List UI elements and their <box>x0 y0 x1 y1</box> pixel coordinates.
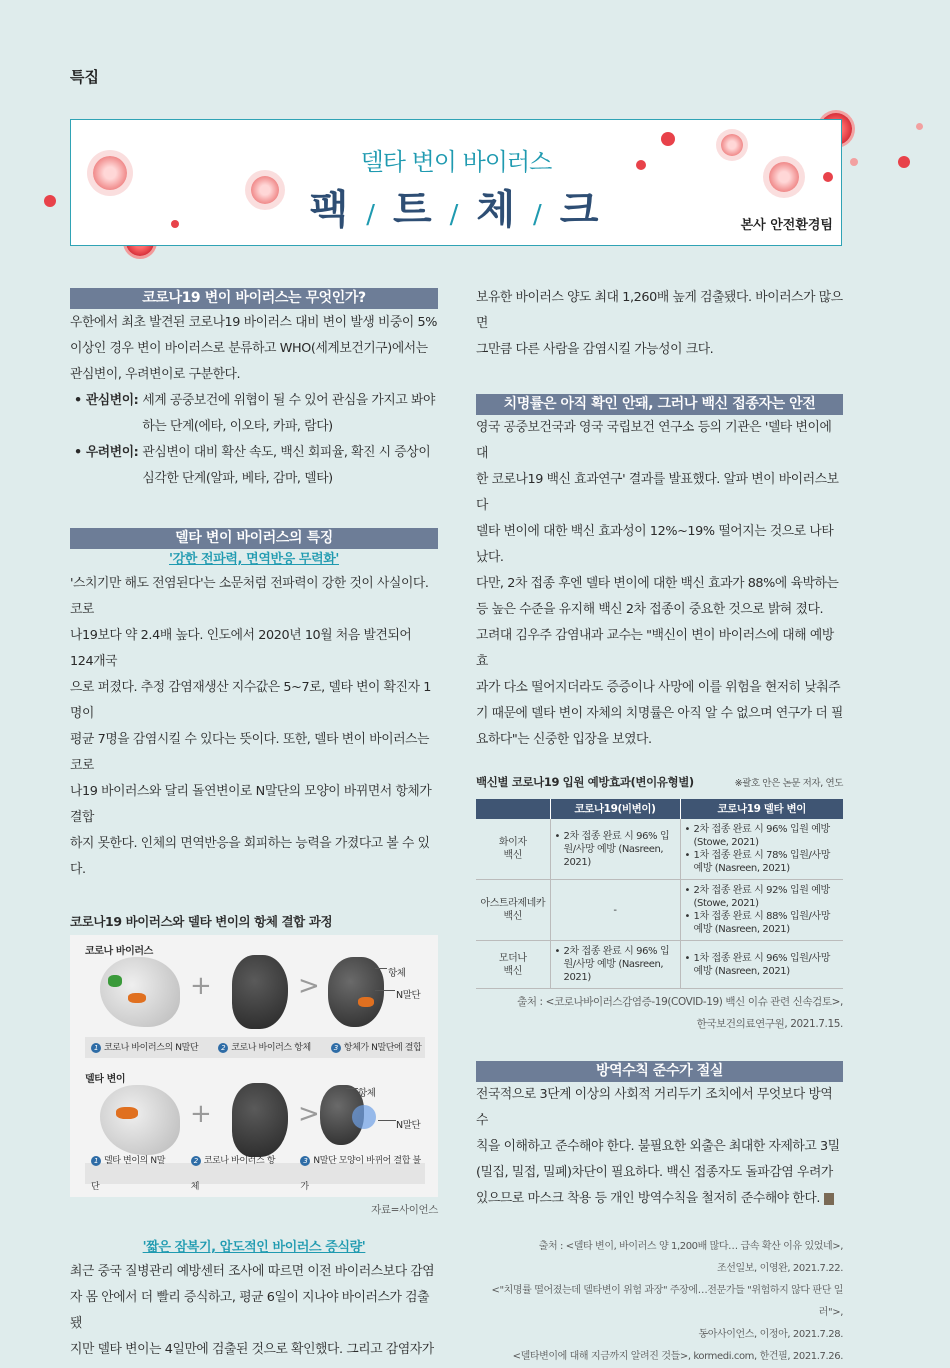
virus-decoration-icon <box>44 195 56 207</box>
body-line: 칙을 이해하고 준수해야 한다. 불필요한 외출은 최대한 자제하고 3밀 <box>476 1139 840 1154</box>
references: 출처 : <델타 변이, 바이러스 양 1,200배 많다… 급속 확산 이유 있었네>, 조선일보, 이영완, 2021.7.22. <"치명률 떨어졌는데 델타변이 위험 과장" 주장에…전문가들 "위험하지 않다 판단 일러">, 동아사이언스, 이정아, 2021.7.28. <델타변이에 대해 지금까지 알려진 것들>, kormedi.com, 한건필, 2021.7.26. <box>491 1241 843 1362</box>
annotation-antibody: 항체 <box>358 1088 376 1099</box>
body-line: (밀집, 밀접, 밀폐)차단이 필요하다. 백신 접종자도 돌파감염 우려가 <box>476 1165 833 1180</box>
title-main: 팩 / 트 / 체 / 크 <box>309 187 603 233</box>
figure-source: 자료=사이언스 <box>371 1204 438 1216</box>
body-line: 요하다"는 신중한 입장을 보였다. <box>476 732 652 747</box>
section-heading: 코로나19 변이 바이러스는 무엇인가? <box>70 288 438 309</box>
body-line: 나19보다 약 2.4배 높다. 인도에서 2020년 10월 처음 발견되어 124개국 <box>70 628 412 669</box>
figure-row-label: 코로나 바이러스 <box>85 946 153 957</box>
body-line: 자 몸 안에서 더 빨리 증식하고, 평균 6일이 지나야 바이러스가 검출됐 <box>70 1290 430 1331</box>
title-char: 팩 <box>309 187 353 233</box>
body-line: 으로 퍼졌다. 추정 감염재생산 지수값은 5~7로, 델타 변이 확진자 1명이 <box>70 680 431 721</box>
body-line: 관심변이, 우려변이로 구분한다. <box>70 367 241 382</box>
virus-decoration-icon <box>850 158 858 166</box>
virus-decoration-icon <box>898 156 910 168</box>
bullet-item: • 관심변이: 세계 공중보건에 위협이 될 수 있어 관심을 가지고 봐야 하는 단계(에타, 이오타, 카파, 람다) <box>74 393 435 434</box>
table-row: 아스트라제네카 백신 - • 2차 접종 완료 시 92% 입원 예방 (Stowe, 2021) • 1차 접종 완료 시 88% 입원/사망 예방 (Nasreen, 2021) <box>476 880 843 941</box>
body-line: 과가 다소 떨어지더라도 증증이나 사망에 이를 위험을 현저히 낮춰주 <box>476 680 841 695</box>
section-tag: 특집 <box>70 68 99 86</box>
chevron-right-icon: > <box>298 971 320 1001</box>
title-box <box>70 119 842 246</box>
step-label: 코로나 바이러스 항체 <box>190 1155 275 1192</box>
step-label: 델타 변이의 N말단 <box>91 1155 166 1192</box>
step-label: 코로나 바이러스의 N말단 <box>104 1042 199 1053</box>
body-line: 한 코로나19 백신 효과연구' 결과를 발표했다. 알파 변이 바이러스보다 <box>476 472 839 513</box>
virus-decoration-icon <box>916 123 923 130</box>
section-heading: 치명률은 아직 확인 안돼, 그러나 백신 접종자는 안전 <box>476 394 843 415</box>
table-note: ※괄호 안은 논문 저자, 연도 <box>734 778 843 789</box>
sub-heading: '짧은 잠복기, 압도적인 바이러스 증식량' <box>142 1240 366 1255</box>
body-line: 그만큼 다른 사람을 감염시킬 가능성이 크다. <box>476 342 714 357</box>
body-line: 전국적으로 3단계 이상의 사회적 거리두기 조치에서 무엇보다 방역수 <box>476 1087 833 1128</box>
table-source: 출처 : <코로나바이러스감염증-19(COVID-19) 백신 이슈 관련 신속검토>, 한국보건의료연구원, 2021.7.15. <box>517 996 843 1030</box>
body-line: 평균 7명을 감염시킬 수 있다는 뜻이다. 또한, 델타 변이 바이러스는 코로 <box>70 732 430 773</box>
annotation-n-terminal: N말단 <box>396 1120 421 1131</box>
table-header <box>476 799 843 819</box>
body-line: 등 높은 수준을 유지해 백신 2차 접종이 중요한 것으로 밝혀 졌다. <box>476 602 824 617</box>
author: 본사 안전환경팀 <box>740 218 833 233</box>
protein-structure-image <box>100 957 180 1027</box>
right-column <box>476 285 843 1368</box>
section-heading: 방역수칙 준수가 절실 <box>476 1061 843 1082</box>
table-header-cell: 코로나19(비변이) <box>550 799 680 819</box>
body-line: 있으므로 마스크 착용 등 개인 방역수칙을 철저히 준수해야 한다. <box>476 1186 843 1212</box>
body-line: 영국 공중보건국과 영국 국립보건 연구소 등의 기관은 '델타 변이에 대 <box>476 420 832 461</box>
n-terminal-marker <box>352 1105 376 1129</box>
n-terminal-marker <box>358 997 374 1007</box>
body-line: 다만, 2차 접종 후엔 델타 변이에 대한 백신 효과가 88%에 육박하는 <box>476 576 839 591</box>
sub-heading: '강한 전파력, 면역반응 무력화' <box>169 552 339 567</box>
n-terminal-marker <box>116 1107 138 1119</box>
table-row: 화이자 백신 • 2차 접종 완료 시 96% 입원/사망 예방 (Nasreen, 2021) • 2차 접종 완료 시 96% 입원 예방 (Stowe, 2021) • 1차 접종 완료 시 78% 입원/사망 예방 (Nasreen, 2021) <box>476 819 843 880</box>
antibody-image <box>232 1083 288 1157</box>
step-label: 항체가 N말단에 결합 <box>343 1042 422 1053</box>
title-char: 트 <box>392 187 436 233</box>
left-column <box>70 288 438 1363</box>
table-header-cell: 코로나19 델타 변이 <box>680 799 843 819</box>
body-line: 이상인 경우 변이 바이러스로 분류하고 WHO(세계보건기구)에서는 <box>70 341 428 356</box>
plus-icon: + <box>190 1099 212 1129</box>
figure-title: 코로나19 바이러스와 델타 변이의 항체 결합 과정 <box>70 914 333 929</box>
step-bar: 1 델타 변이의 N말단 2 코로나 바이러스 항체 3 N말단 모양이 바뀌어 결합 불가 <box>85 1163 425 1184</box>
n-terminal-marker <box>128 993 146 1003</box>
body-line: 우한에서 최초 발견된 코로나19 바이러스 대비 변이 발생 비중이 5% <box>70 315 438 330</box>
figure-row-label: 델타 변이 <box>85 1074 126 1085</box>
end-mark-icon <box>824 1193 834 1205</box>
n-terminal-marker <box>108 975 122 987</box>
protein-structure-image <box>100 1085 180 1155</box>
annotation-n-terminal: N말단 <box>396 990 421 1001</box>
table-header-row <box>476 769 843 797</box>
body-line: 하지 못한다. 인체의 면역반응을 회피하는 능력을 가졌다고 볼 수 있다. <box>70 836 430 877</box>
title-subtitle: 델타 변이 바이러스 <box>360 148 552 176</box>
section-heading: 델타 변이 바이러스의 특징 <box>70 528 438 549</box>
table-title: 백신별 코로나19 입원 예방효과(변이유형별) <box>476 775 694 789</box>
table-header-cell <box>476 799 550 819</box>
plus-icon: + <box>190 971 212 1001</box>
title-char: 크 <box>559 187 603 233</box>
annotation-antibody: 항체 <box>388 968 406 979</box>
body-line: 최근 중국 질병관리 예방센터 조사에 따르면 이전 바이러스보다 감염 <box>70 1264 435 1279</box>
body-line: 델타 변이에 대한 백신 효과성이 12%~19% 떨어지는 것으로 나타났다. <box>476 524 834 565</box>
step-label: N말단 모양이 바뀌어 결합 불가 <box>300 1155 421 1192</box>
figure <box>70 935 438 1197</box>
chevron-right-icon: > <box>298 1099 320 1129</box>
antibody-image <box>232 955 288 1029</box>
body-line: 기 때문에 델타 변이 자체의 치명률은 아직 알 수 없으며 연구가 더 필 <box>476 706 843 721</box>
step-bar: 1 코로나 바이러스의 N말단 2 코로나 바이러스 항체 3 항체가 N말단에 결합 <box>85 1037 425 1058</box>
body-line: '스치기만 해도 전염된다'는 소문처럼 전파력이 강한 것이 사실이다. 코로 <box>70 576 429 617</box>
body-line: 지만 델타 변이는 4일만에 검출된 것으로 확인했다. 그리고 감염자가 <box>70 1342 434 1357</box>
body-line: 보유한 바이러스 양도 최대 1,260배 높게 검출됐다. 바이러스가 많으면 <box>476 290 843 331</box>
bullet-item: • 우려변이: 관심변이 대비 확산 속도, 백신 회피율, 확진 시 증상이 심각한 단계(알파, 베타, 감마, 델타) <box>74 445 431 486</box>
table-row: 모더나 백신 • 2차 접종 완료 시 96% 입원/사망 예방 (Nasreen, 2021) • 1차 접종 완료 시 96% 입원/사망 예방 (Nasreen, 2021) <box>476 941 843 989</box>
step-label: 코로나 바이러스 항체 <box>231 1042 311 1053</box>
title-char: 체 <box>476 187 520 233</box>
body-line: 나19 바이러스와 달리 돌연변이로 N말단의 모양이 바뀌면서 항체가 결합 <box>70 784 432 825</box>
body-line: 고려대 김우주 감염내과 교수는 "백신이 변이 바이러스에 대해 예방효 <box>476 628 834 669</box>
vaccine-table <box>476 799 843 989</box>
